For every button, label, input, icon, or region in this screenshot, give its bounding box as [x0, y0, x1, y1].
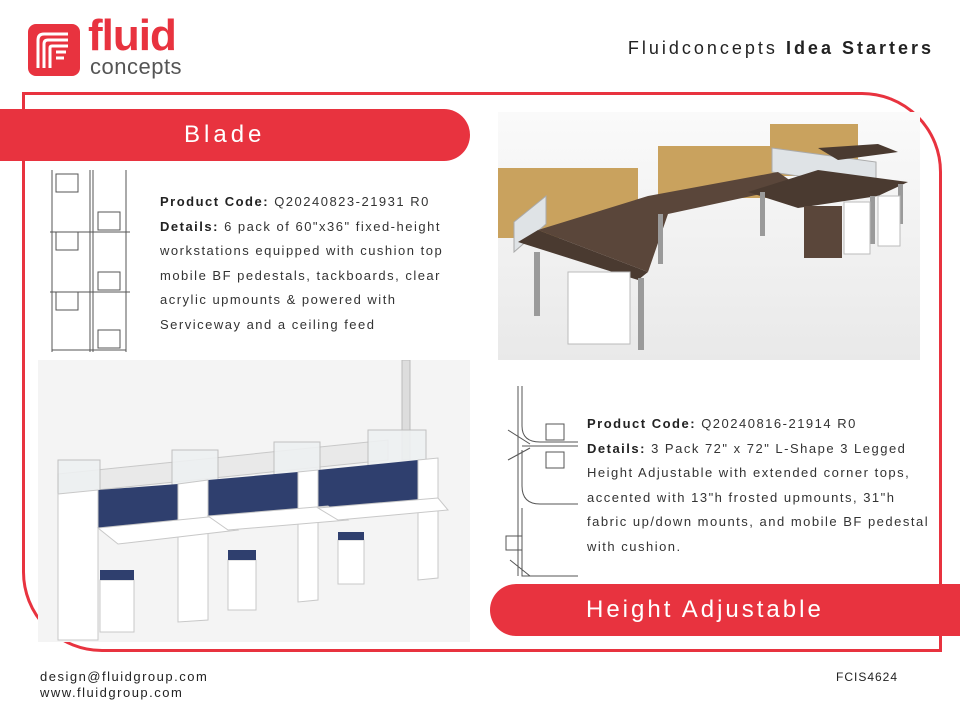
blade-render [38, 360, 470, 642]
section-title-height-adjustable: Height Adjustable [586, 596, 824, 623]
section-title-blade: Blade [184, 121, 266, 148]
height-adjustable-code-label: Product Code: [587, 416, 697, 431]
blade-product-code: Q20240823-21931 R0 [274, 194, 430, 209]
blade-details [160, 190, 480, 337]
logo-mark [28, 24, 80, 76]
header-title [628, 38, 934, 59]
section-banner-blade [0, 109, 470, 161]
blade-floor-plan [50, 170, 130, 352]
blade-details-label: Details: [160, 218, 219, 234]
height-adjustable-details [587, 412, 937, 559]
height-adjustable-details-text: 3 Pack 72" x 72" L-Shape 3 Legged Height Adjustable with extended corner tops, accented with 13"h frosted upmounts, 31"h fabric up/down mounts, and mobile BF pedestal with cushion. [587, 440, 930, 554]
footer-website[interactable]: www.fluidgroup.com [40, 685, 184, 700]
height-adjustable-product-code: Q20240816-21914 R0 [701, 416, 857, 431]
section-banner-height-adjustable [490, 584, 960, 636]
logo-word-concepts: concepts [90, 54, 183, 79]
blade-details-text: 6 pack of 60"x36" fixed-height workstations equipped with cushion top mobile BF pedestals, tackboards, clear acrylic upmounts & powered with Serviceway and a ceiling feed [160, 218, 444, 332]
header-title-prefix: Fluidconcepts [627, 38, 778, 58]
footer-contact [40, 669, 208, 701]
height-adjustable-render [498, 112, 920, 360]
blade-code-label: Product Code: [160, 194, 270, 209]
logo-word-fluid: fluid [88, 11, 176, 60]
height-adjustable-floor-plan [500, 386, 578, 580]
header-title-bold: Idea Starters [785, 38, 934, 58]
height-adjustable-details-label: Details: [587, 440, 646, 456]
footer-document-id: FCIS4624 [836, 670, 899, 684]
footer-email[interactable]: design@fluidgroup.com [40, 669, 209, 684]
